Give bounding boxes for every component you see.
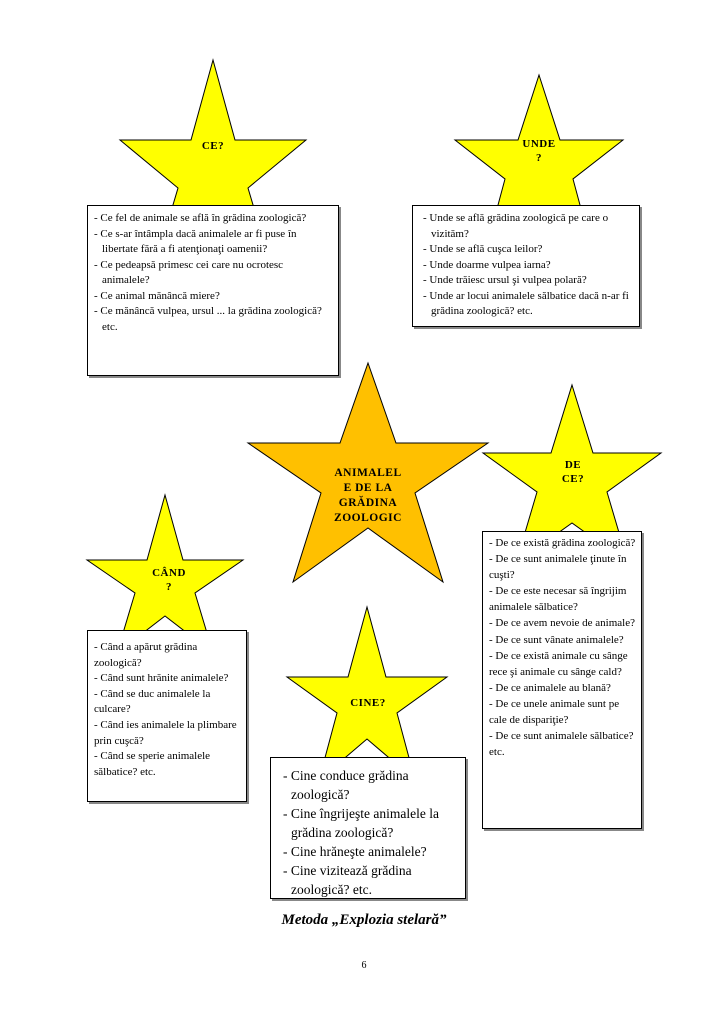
list-item: - Când se sperie animalele sălbatice? etc. [94,750,211,778]
list-item: - Când a apărut grădina zoologică? [94,641,198,669]
star-de-ce-label [547,458,599,486]
box-cine-list [283,766,459,899]
list-item: - De ce animalele au blană? [489,681,611,694]
box-unde [412,205,640,327]
star-de-ce-label-line2: CE? [561,473,585,485]
list-item: - De ce este necesar să îngrijim animalele sălbatice? [489,585,627,614]
list-item: - Ce mănâncă vulpea, ursul ... la grădina zoologică? etc. [94,305,322,333]
list-item: - Ce fel de animale se află în grădina zoologică? [94,212,307,224]
star-center-label-line1: ANIMALEL [334,467,402,479]
page-number: 6 [361,960,367,971]
star-unde-label-line1: UNDE [522,138,556,150]
list-item: - Cine conduce grădina zoologică? [283,768,409,802]
list-item: - Când sunt hrănite animalele? [94,672,229,685]
star-center-label-line2: E DE LA [343,482,393,494]
box-cand-list [94,640,242,780]
list-item: - Cine vizitează grădina zoologică? etc. [283,863,412,897]
list-item: - Când ies animalele la plimbare prin cuşcă? [94,718,237,747]
box-de-ce [482,531,642,829]
list-item: - Ce animal mănâncă miere? [94,289,220,302]
list-item: - Unde se află grădina zoologică pe care o vizităm? [423,212,609,240]
star-de-ce-label-line1: DE [564,459,582,471]
box-ce-list [94,211,332,335]
list-item: - Cine hrăneşte animalele? [283,844,427,859]
list-item: - De ce sunt vânate animalele? [489,633,624,646]
list-item: - De ce există animale cu sânge rece şi animale cu sânge cald? [489,649,628,678]
list-item: - De ce există grădina zoologică? [489,537,636,549]
star-cine-label: CINE? [350,697,386,709]
star-cine [287,607,447,780]
list-item: - Unde ar locui animalele sălbatice dacă n-ar fi grădina zoologică? etc. [423,289,629,317]
figure-caption: Metoda „Explozia stelară” [281,912,447,928]
list-item: - Ce s-ar întâmpla dacă animalele ar fi puse în libertate fără a fi atenţionaţi oamenii? [94,227,297,255]
box-ce [87,205,339,376]
star-ce-label: CE? [201,140,225,152]
star-unde-label-line2: ? [536,152,542,164]
box-cand [87,630,247,802]
star-cand-label-line2: ? [166,581,172,593]
star-unde-label [509,137,569,165]
list-item: - Unde trăiesc ursul şi vulpea polară? [423,274,587,286]
list-item: - De ce avem nevoie de animale? [489,617,635,630]
box-de-ce-list [489,535,637,760]
list-item: - De ce sunt animalele ţinute în cuşti? [489,553,627,582]
star-center-label [328,466,408,524]
star-cand-label [141,566,197,594]
list-item: - De ce sunt animalele sălbatice? etc. [489,730,634,759]
box-cine [270,757,466,899]
box-unde-list [423,211,631,320]
star-cand-label-line1: CÂND [152,567,186,579]
list-item: - Ce pedeapsă primesc cei care nu ocrotesc animalele? [94,258,284,286]
star-center-label-line4: ZOOLOGIC [334,512,402,524]
list-item: - De ce unele animale sunt pe cale de dispariţie? [489,697,620,727]
list-item: - Când se duc animalele la culcare? [94,687,211,716]
list-item: - Unde doarme vulpea iarna? [423,258,551,271]
list-item: - Cine îngrijeşte animalele la grădina zoologică? [283,806,439,840]
list-item: - Unde se află cuşca leilor? [423,243,543,255]
star-center-label-line3: GRĂDINA [338,497,398,509]
